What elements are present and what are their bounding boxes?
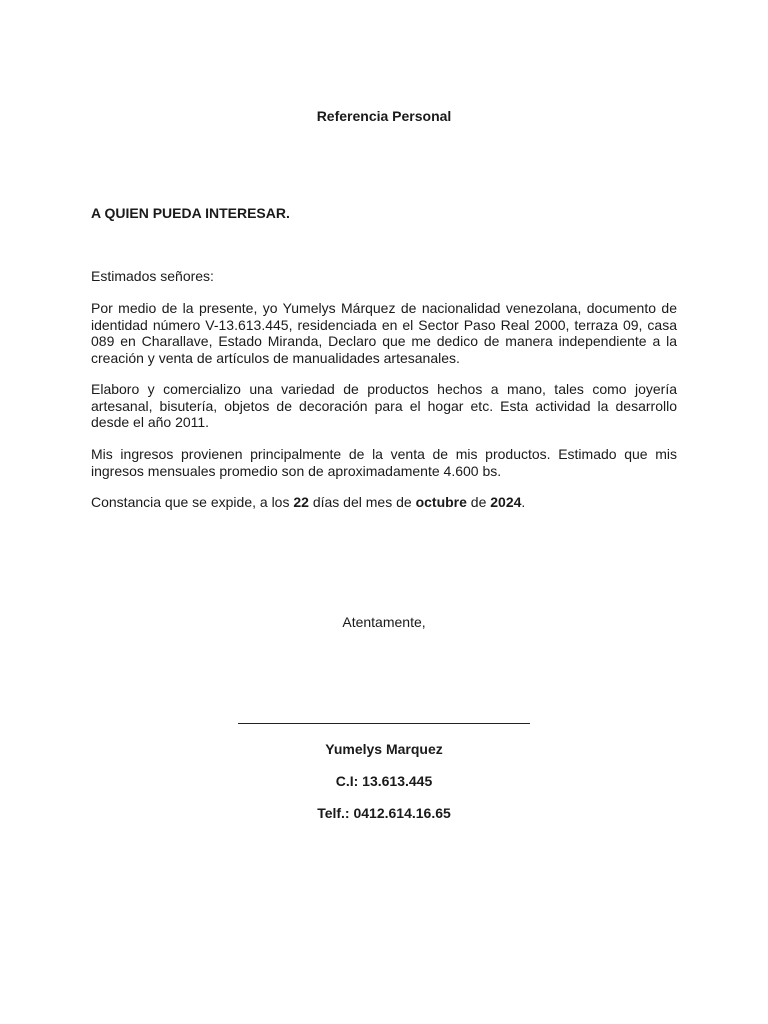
date-month: octubre [415,494,467,510]
signature-phone: Telf.: 0412.614.16.65 [317,805,451,821]
closing: Atentamente, [342,614,426,630]
signature-name: Yumelys Marquez [325,741,443,757]
greeting: Estimados señores: [91,268,214,284]
paragraph-identity: Por medio de la presente, yo Yumelys Márquez de nacionalidad venezolana, documento de identidad número V-13.613.445, residenciada en el Sector Paso Real 2000, terraza 09, casa 089 en Charallave, Estado Miranda, Declaro que me dedico de manera independiente a la creación y venta de artículos de manualidades artesanales. [91,300,677,366]
date-year: 2024 [490,494,522,510]
date-text-3: de [466,494,491,510]
signature-ci: C.I: 13.613.445 [335,773,433,789]
paragraph-income: Mis ingresos provienen principalmente de la venta de mis productos. Estimado que mis ingresos mensuales promedio son de aproximadamente 4.600 bs. [91,446,677,479]
date-day: 22 [293,494,309,510]
paragraph-activity: Elaboro y comercializo una variedad de productos hechos a mano, tales como joyería artesanal, bisutería, objetos de decoración para el hogar etc. Esta actividad la desarrollo desde el año 2011. [91,381,677,430]
signature-line [238,723,530,724]
paragraph-date [91,494,677,511]
date-text-1: Constancia que se expide, a los [91,494,294,510]
salutation: A QUIEN PUEDA INTERESAR. [91,205,290,221]
date-text-2: días del mes de [308,494,416,510]
document-title: Referencia Personal [316,108,452,124]
date-text-4: . [521,494,526,510]
